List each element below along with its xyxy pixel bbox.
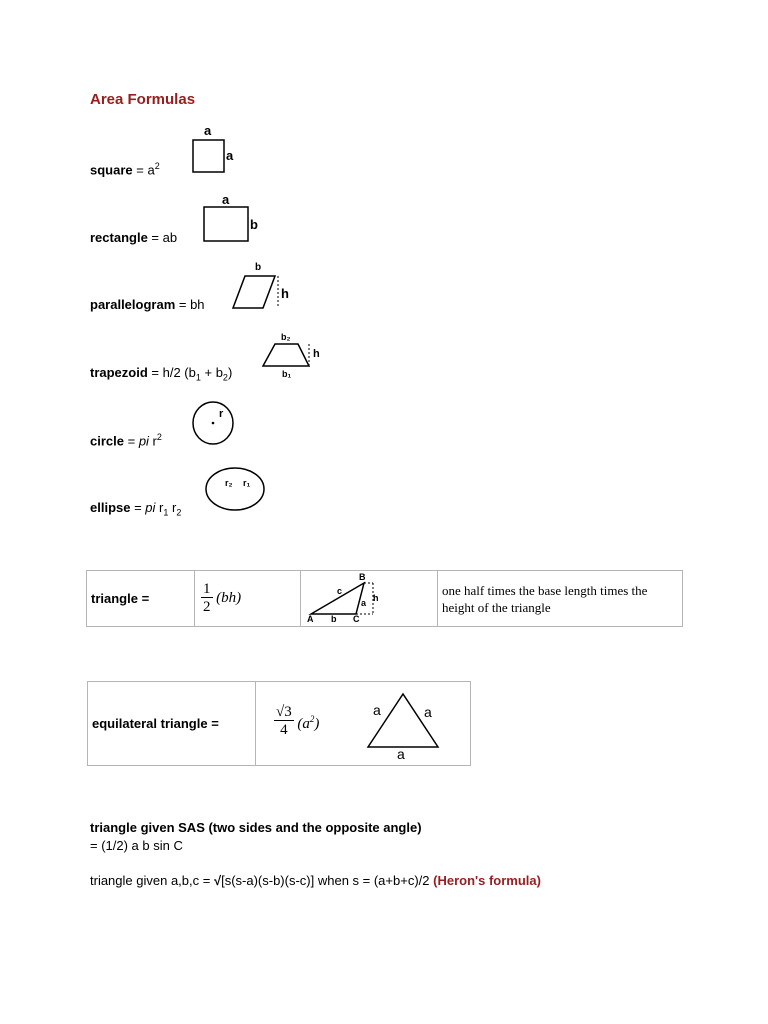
heron-formula: triangle given a,b,c = √[s(s-a)(s-b)(s-c)] when s = (a+b+c)/2 (Heron's formula) (90, 873, 541, 888)
triangle-table (86, 570, 683, 627)
vertex-c-label: C (353, 614, 360, 624)
equilateral-side-bottom: a (397, 746, 405, 762)
square-label-side: a (226, 148, 234, 163)
ellipse-name: ellipse (90, 500, 131, 515)
side-c-label: c (337, 586, 343, 596)
sas-formula: = (1/2) a b sin C (90, 838, 183, 853)
circle-formula: circle = pi $r^2$ (90, 432, 162, 449)
height-h-label: h (373, 593, 379, 603)
square-label-top: a (204, 123, 212, 138)
radical-sign: √ (213, 873, 222, 888)
trapezoid-name: trapezoid (90, 365, 148, 380)
trapezoid-label-top: b₂ (281, 332, 291, 342)
parallelogram-label-top: b (255, 262, 262, 273)
trapezoid-formula: trapezoid = h/2 $(b_1 + b_2)$ (90, 365, 233, 383)
ellipse-shape (0, 0, 1, 1)
trapezoid-label-bottom: b₁ (282, 369, 292, 379)
equilateral-side-left: a (373, 702, 381, 718)
parallelogram-formula: parallelogram = bh (90, 297, 205, 312)
equilateral-table (87, 681, 471, 766)
parallelogram-name: parallelogram (90, 297, 176, 312)
side-a-label: a (361, 598, 367, 608)
vertex-b-label: B (359, 572, 366, 582)
rectangle-label-top: a (222, 192, 230, 207)
half-fraction: $\frac{1}{2}$ (203, 581, 211, 615)
side-b-label: b (331, 614, 337, 624)
heron-name: (Heron's formula) (433, 873, 541, 888)
table-row (88, 682, 471, 766)
equilateral-label: equilateral triangle = (88, 682, 256, 766)
rectangle-label-side: b (250, 217, 258, 232)
square-formula: square = $a^2$ (90, 161, 160, 178)
ellipse-label-r2: r₂ (225, 478, 233, 488)
triangle-description: one half times the base length times the height of the triangle (438, 571, 683, 627)
parallelogram-label-side: h (281, 286, 289, 301)
circle-name: circle (90, 433, 124, 449)
square-name: square (90, 162, 133, 178)
rectangle-formula: rectangle = ab (90, 230, 178, 245)
page-title: Area Formulas (90, 91, 196, 108)
sqrt3-fraction: $\frac{√3}{4}$ (276, 704, 292, 738)
equilateral-expr: $(a^2)$ (297, 714, 320, 732)
ellipse-label-r1: r₁ (243, 478, 251, 488)
triangle-formula: $\frac{1}{2}$ (bh) (195, 571, 301, 627)
rectangle-name: rectangle (90, 230, 148, 245)
circle-label-radius: r (219, 408, 224, 420)
triangle-label: triangle = (87, 571, 195, 627)
equilateral-side-right: a (424, 704, 432, 720)
triangle-shape (301, 571, 302, 572)
sas-heading: triangle given SAS (two sides and the opposite angle) (90, 820, 422, 835)
equilateral-shape (256, 682, 257, 683)
table-row (87, 571, 683, 627)
triangle-figure-cell (301, 571, 438, 627)
equilateral-cell (256, 682, 471, 766)
trapezoid-label-side: h (313, 348, 320, 360)
ellipse-formula: ellipse = pi $r_1$ $r_2$ (90, 500, 182, 518)
vertex-a-label: A (307, 614, 314, 624)
